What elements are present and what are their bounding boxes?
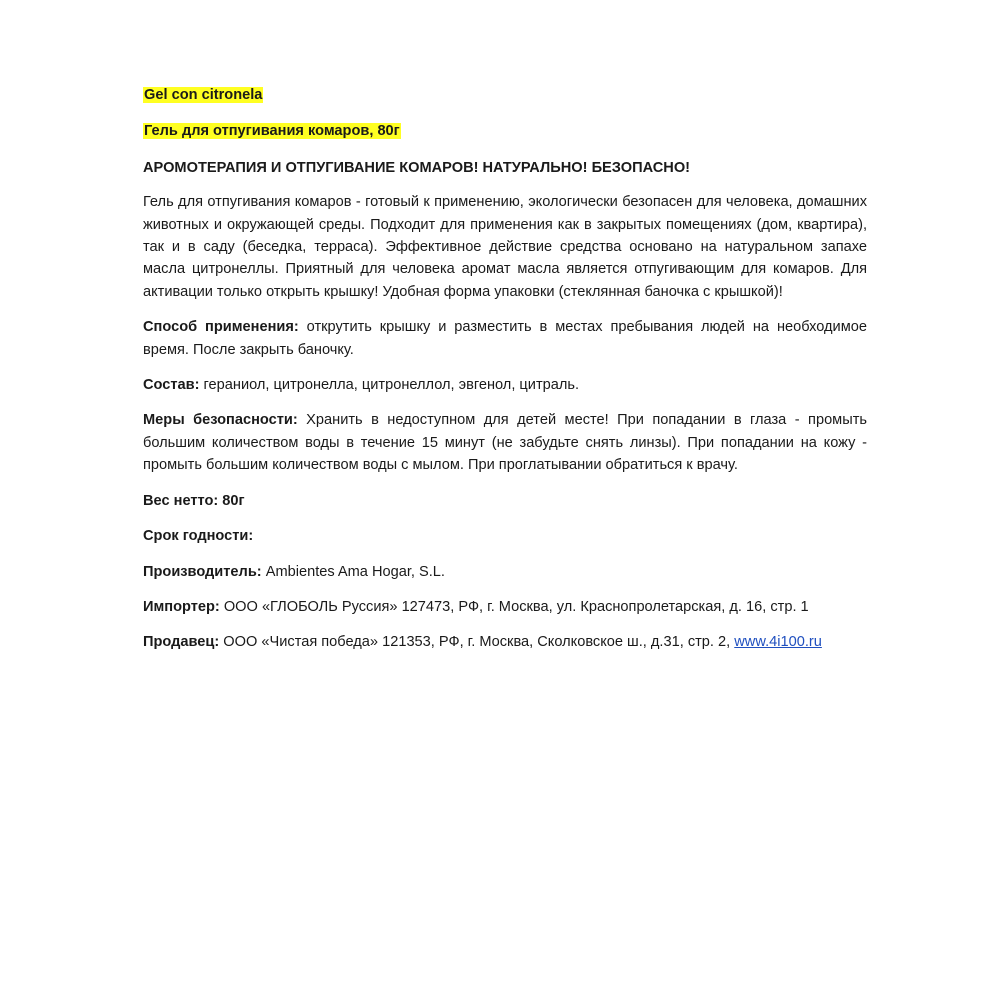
composition-text: гераниол, цитронелла, цитронеллол, эвгенол, цитраль. (199, 377, 580, 394)
manufacturer-label: Производитель: (143, 563, 262, 580)
safety-text: Хранить в недоступном для детей месте! При попадании в глаза - промыть большим количеством воды в течение 15 минут (не забудьте снять линзы). При попадании на кожу - промыть большим количеством воды с мылом. При проглатывании обратиться к врачу. (143, 412, 867, 474)
importer-label: Импортер: (143, 598, 220, 615)
title-spanish: Gel con citronela (144, 87, 263, 103)
title-russian-line (143, 120, 867, 142)
net-weight: Вес нетто: 80г (143, 492, 245, 509)
seller-label: Продавец: (143, 634, 220, 651)
seller-website-link[interactable]: www.4i100.ru (734, 634, 822, 651)
description-paragraph: Гель для отпугивания комаров - готовый к применению, экологически безопасен для человека, домашних животных и окружающей среды. Подходит для применения как в закрытых помещениях (дом, квартира), так и в саду (беседка, терраса). Эффективное действие средства основано на натуральном запахе масла цитронеллы. Приятный для человека аромат масла является отпугивающим для комаров. Для активации только открыть крышку! Удобная форма упаковки (стеклянная баночка с крышкой)! (143, 194, 867, 300)
shelf-life: Срок годности: (143, 528, 254, 545)
headline: АРОМОТЕРАПИЯ И ОТПУГИВАНИЕ КОМАРОВ! НАТУРАЛЬНО! БЕЗОПАСНО! (143, 159, 691, 176)
composition-paragraph (143, 374, 867, 396)
usage-text: открутить крышку и разместить в местах пребывания людей на необходимое время. После закрыть баночку. (143, 319, 867, 358)
safety-label: Меры безопасности: (143, 412, 298, 429)
importer-text: ООО «ГЛОБОЛЬ Русcия» 127473, РФ, г. Москва, ул. Краснопролетарская, д. 16, стр. 1 (219, 598, 809, 615)
document-page (143, 84, 867, 667)
title-spanish-line (143, 84, 867, 106)
seller-paragraph (143, 631, 867, 653)
manufacturer-text: Ambientes Ama Hogar, S.L. (261, 563, 445, 580)
seller-text: ООО «Чистая победа» 121353, РФ, г. Москва, Сколковское ш., д.31, стр. 2, (219, 634, 735, 651)
usage-paragraph (143, 316, 867, 361)
importer-paragraph (143, 596, 867, 618)
manufacturer-paragraph (143, 561, 867, 583)
composition-label: Состав: (143, 377, 200, 394)
usage-label: Способ применения: (143, 319, 299, 336)
title-russian: Гель для отпугивания комаров, 80г (144, 123, 400, 140)
safety-paragraph (143, 409, 867, 476)
